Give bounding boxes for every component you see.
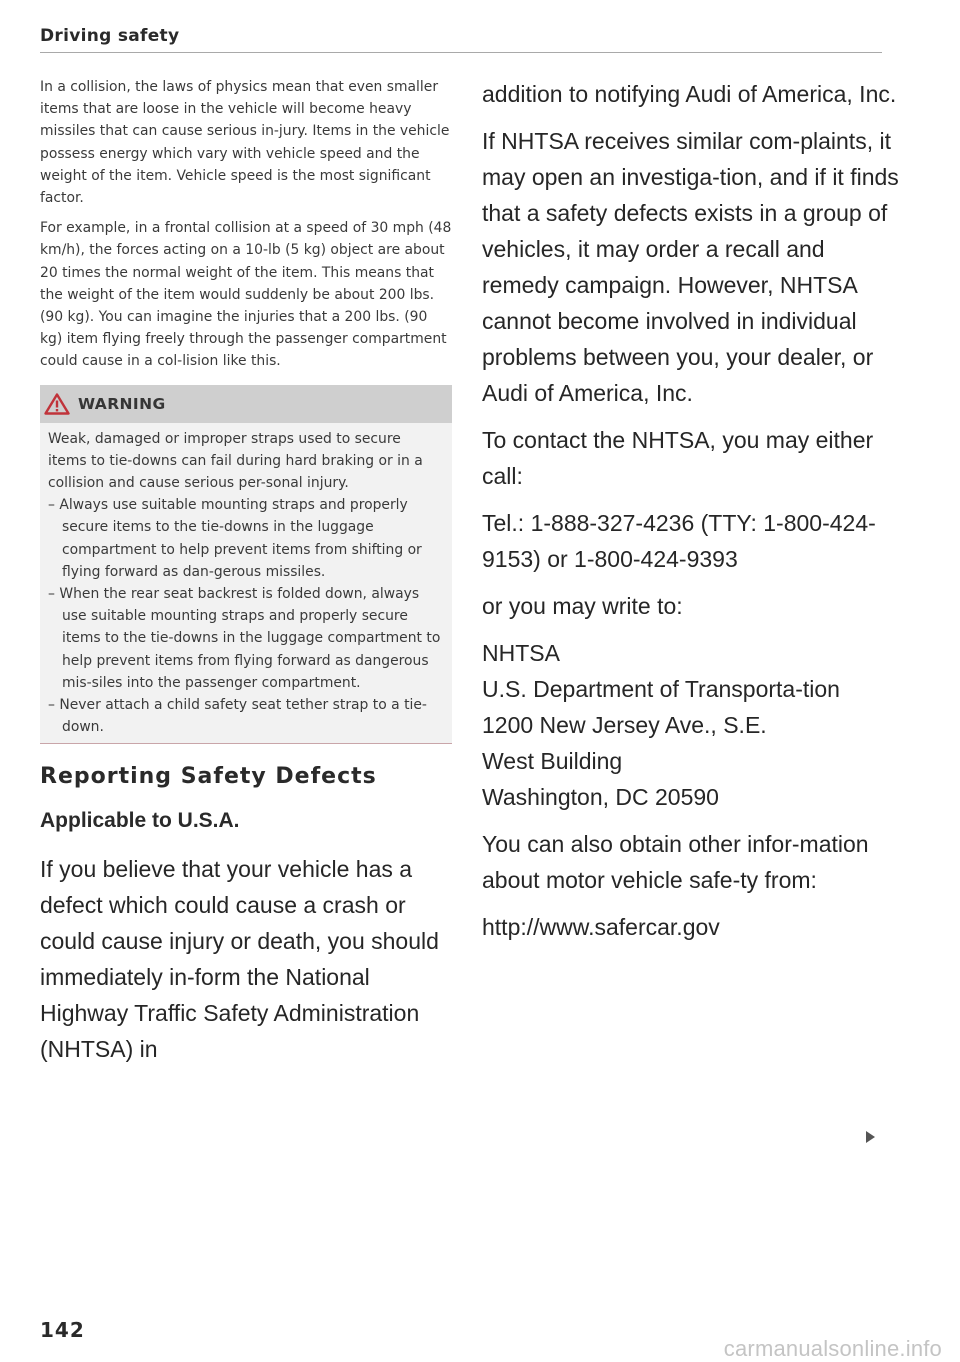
defect-paragraph: If you believe that your vehicle has a defect which could cause a crash or could cause injury or death, you should immediately in-form the National Highway Traffic Safety Administration (NHTSA) in	[40, 856, 439, 1063]
safercar-link[interactable]: http://www.safercar.gov	[482, 914, 720, 940]
warning-item: – Never attach a child safety seat tether strap to a tie-down.	[48, 694, 442, 738]
continue-arrow-icon	[866, 1131, 875, 1143]
left-column	[40, 76, 452, 1067]
address-line: Washington, DC 20590	[482, 784, 719, 810]
continued-paragraph: addition to notifying Audi of America, Inc.	[482, 81, 897, 107]
page-number: 142	[40, 1318, 85, 1342]
subsection-heading: Applicable to U.S.A.	[40, 809, 240, 833]
warning-intro: Weak, damaged or improper straps used to secure items to tie-downs can fail during hard braking or in a collision and cause serious per-sonal injury.	[48, 430, 423, 492]
intro-paragraph: In a collision, the laws of physics mean that even smaller items that are loose in the vehicle will become heavy missiles that can cause serious in-jury. Items in the vehicle possess energy which vary with vehicle speed and the weight of the item. Vehicle speed is the most significant factor.	[40, 79, 450, 207]
address-line: NHTSA	[482, 640, 560, 666]
warning-triangle-icon	[44, 393, 70, 415]
address-line: U.S. Department of Transporta-tion	[482, 676, 840, 702]
address-line: West Building	[482, 748, 623, 774]
section-title: Driving safety	[40, 26, 180, 46]
section-heading: Reporting Safety Defects	[40, 764, 377, 790]
watermark: carmanualsonline.info	[723, 1336, 942, 1361]
right-column	[482, 76, 902, 956]
info-paragraph: You can also obtain other infor-mation about motor vehicle safe-ty from:	[482, 831, 869, 893]
address-line: 1200 New Jersey Ave., S.E.	[482, 712, 767, 738]
warning-item: – Always use suitable mounting straps and properly secure items to the tie-downs in the luggage compartment to help prevent items from shifting or flying forward as dan-gerous missiles.	[48, 494, 442, 583]
warning-title: WARNING	[78, 394, 166, 413]
header-divider	[40, 52, 882, 53]
write-paragraph: or you may write to:	[482, 593, 683, 619]
warning-list	[48, 494, 442, 738]
mailing-address	[482, 635, 902, 815]
warning-item: – When the rear seat backrest is folded down, always use suitable mounting straps and properly secure items to the tie-downs in the luggage compartment to help prevent items from flying forward as dangerous mis-siles into the passenger compartment.	[48, 583, 442, 694]
nhtsa-paragraph: If NHTSA receives similar com-plaints, it may open an investiga-tion, and if it finds that a safety defects exists in a group of vehicles, it may order a recall and remedy campaign. However, NHTSA cannot become involved in individual problems between you, your dealer, or Audi of America, Inc.	[482, 128, 899, 406]
example-paragraph: For example, in a frontal collision at a speed of 30 mph (48 km/h), the forces acting on a 10-lb (5 kg) object are about 20 times the normal weight of the item. This means that the weight of the item would suddenly be about 200 lbs. (90 kg). You can imagine the injuries that a 200 lbs. (90 kg) item flying freely through the passenger compartment could cause in a col-lision like this.	[40, 220, 452, 370]
phone-numbers: Tel.: 1-888-327-4236 (TTY: 1-800-424-9153) or 1-800-424-9393	[482, 510, 876, 572]
warning-header	[40, 385, 452, 423]
contact-paragraph: To contact the NHTSA, you may either call:	[482, 427, 874, 489]
warning-box	[40, 385, 452, 745]
warning-body	[40, 423, 452, 744]
